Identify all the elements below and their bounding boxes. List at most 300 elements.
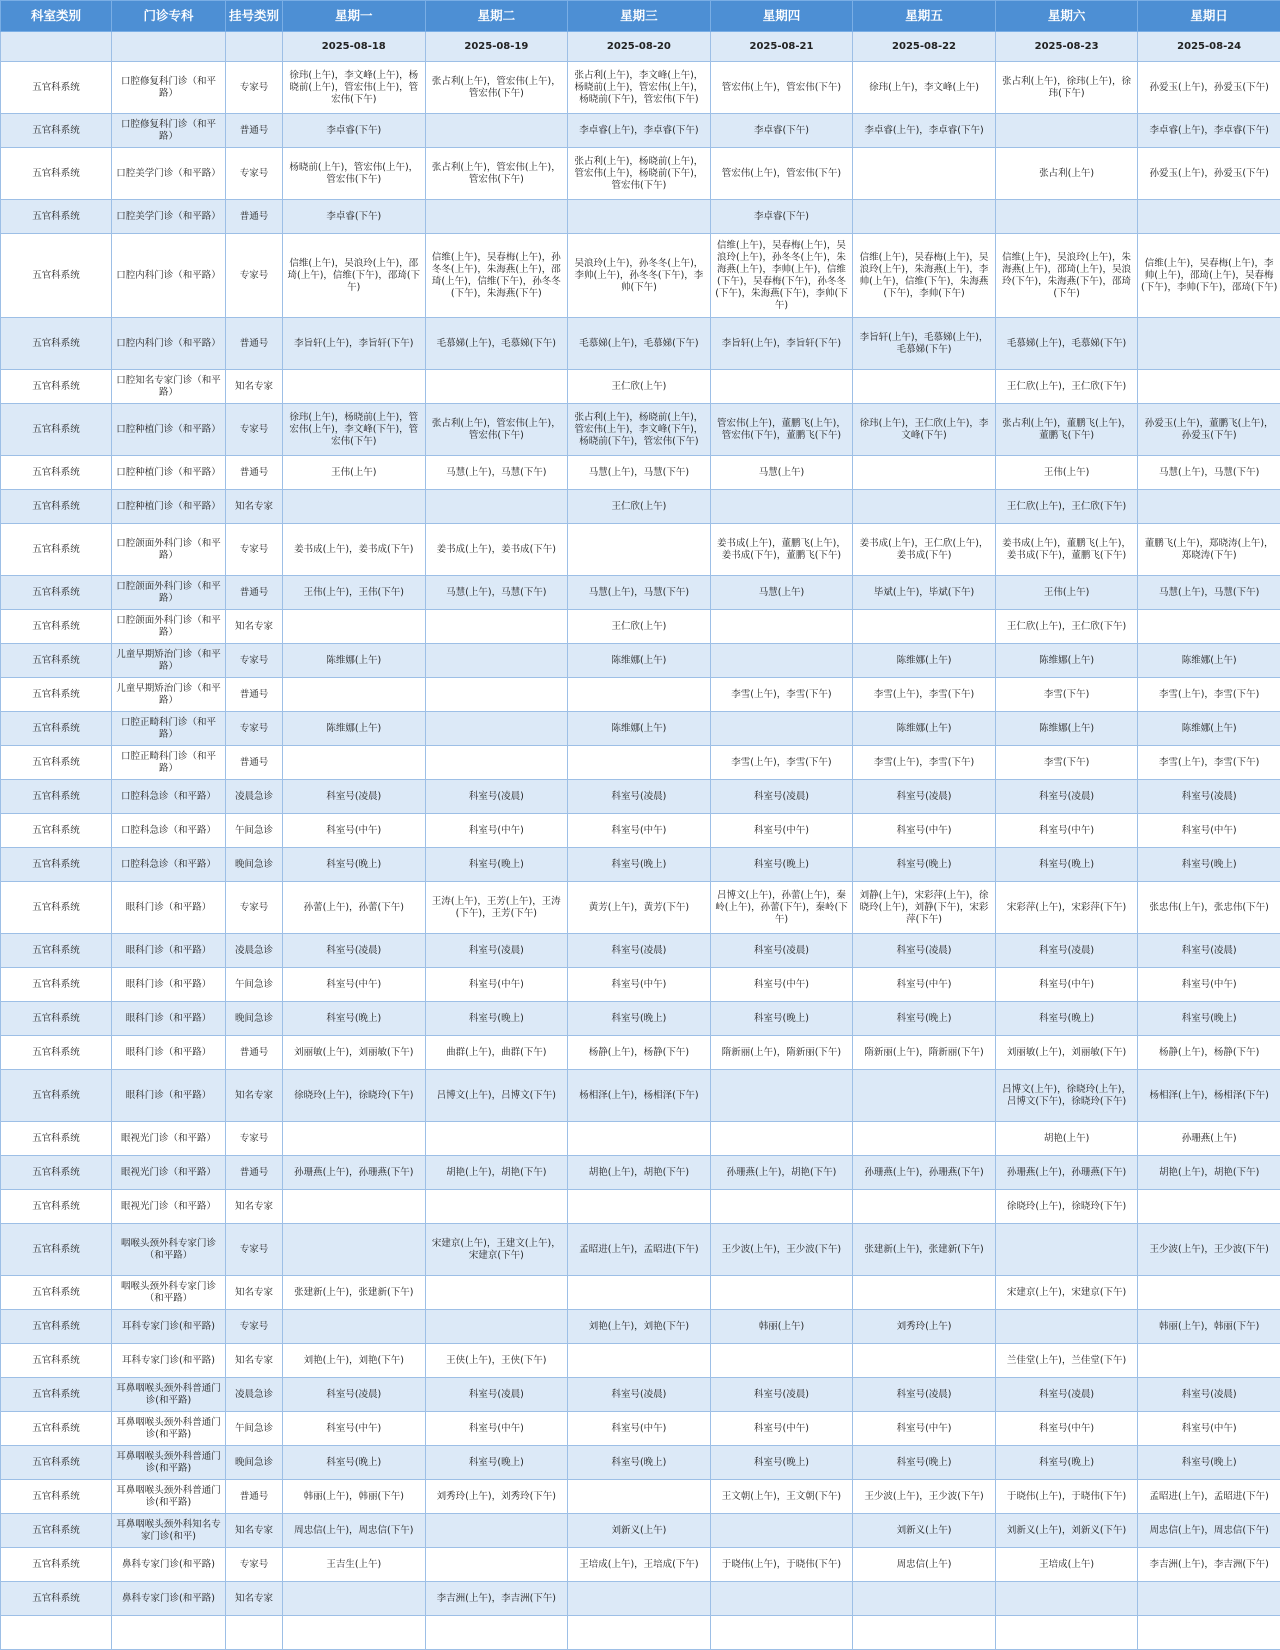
monday-cell [283,1190,426,1224]
table-row [1,524,1280,576]
saturday-cell: 王仁欣(上午)，王仁欣(下午) [995,490,1138,524]
wednesday-cell: 王仁欣(上午) [568,610,711,644]
tuesday-cell [425,1190,568,1224]
tuesday-cell: 张占利(上午)，管宏伟(上午)，管宏伟(下午) [425,62,568,114]
thursday-cell: 管宏伟(上午)，董鹏飞(上午)，管宏伟(下午)，董鹏飞(下午) [710,404,853,456]
clinic-cell: 眼视光门诊（和平路） [112,1156,226,1190]
friday-cell [853,1582,996,1616]
monday-cell: 韩丽(上午)，韩丽(下午) [283,1480,426,1514]
monday-cell: 刘丽敏(上午)，刘丽敏(下午) [283,1036,426,1070]
monday-cell: 信维(上午)，吴浪玲(上午)，邵琦(上午)，信维(下午)，邵琦(下午) [283,234,426,318]
tuesday-cell: 宋建京(上午)，王建文(上午)，宋建京(下午) [425,1224,568,1276]
registration-type-cell: 专家号 [226,1122,283,1156]
thursday-cell: 马慧(上午) [710,576,853,610]
table-row [1,234,1280,318]
dept-category-cell: 五官科系统 [1,1122,112,1156]
sunday-cell: 王少波(上午)，王少波(下午) [1138,1224,1280,1276]
monday-cell [283,1310,426,1344]
friday-cell [853,200,996,234]
registration-type-cell: 专家号 [226,62,283,114]
sunday-cell: 科室号(凌晨) [1138,1378,1280,1412]
table-row [1,1446,1280,1480]
table-row [1,678,1280,712]
saturday-cell: 张占利(上午)，董鹏飞(上午)，董鹏飞(下午) [995,404,1138,456]
friday-cell: 李卓睿(上午)，李卓睿(下午) [853,114,996,148]
dept-category-cell: 五官科系统 [1,524,112,576]
monday-cell: 科室号(晚上) [283,1446,426,1480]
thursday-cell [710,610,853,644]
table-row [1,456,1280,490]
monday-cell: 徐晓玲(上午)，徐晓玲(下午) [283,1070,426,1122]
saturday-cell: 王培成(上午) [995,1548,1138,1582]
table-row [1,370,1280,404]
friday-cell: 科室号(晚上) [853,1446,996,1480]
clinic-cell: 口腔正畸科门诊（和平路） [112,712,226,746]
wednesday-cell: 胡艳(上午)，胡艳(下午) [568,1156,711,1190]
date-cell [1,32,112,62]
blank-cell [1138,1616,1280,1650]
blank-cell [995,1616,1138,1650]
tuesday-cell: 刘秀玲(上午)，刘秀玲(下午) [425,1480,568,1514]
tuesday-cell: 李吉洲(上午)，李吉洲(下午) [425,1582,568,1616]
dept-category-cell: 五官科系统 [1,1310,112,1344]
sunday-cell: 科室号(中午) [1138,968,1280,1002]
header-clinic: 门诊专科 [112,1,226,32]
dept-category-cell: 五官科系统 [1,882,112,934]
friday-cell: 信维(上午)，吴春梅(上午)，吴浪玲(上午)，朱海燕(上午)，李帅(上午)，信维(下午)，朱海燕(下午)，李帅(下午) [853,234,996,318]
table-row [1,1070,1280,1122]
clinic-cell: 口腔科急诊（和平路） [112,814,226,848]
wednesday-cell: 张占利(上午)，杨晓前(上午)，管宏伟(上午)，李文峰(下午)，杨晓前(下午)，管宏伟(下午) [568,404,711,456]
registration-type-cell: 凌晨急诊 [226,780,283,814]
wednesday-cell [568,1480,711,1514]
friday-cell: 科室号(凌晨) [853,934,996,968]
dept-category-cell: 五官科系统 [1,848,112,882]
friday-cell: 科室号(凌晨) [853,780,996,814]
saturday-cell: 于晓伟(上午)，于晓伟(下午) [995,1480,1138,1514]
registration-type-cell: 普通号 [226,1156,283,1190]
thursday-cell: 科室号(中午) [710,1412,853,1446]
friday-cell: 科室号(凌晨) [853,1378,996,1412]
sunday-cell: 胡艳(上午)，胡艳(下午) [1138,1156,1280,1190]
registration-type-cell: 普通号 [226,114,283,148]
tuesday-cell [425,1276,568,1310]
thursday-cell: 科室号(凌晨) [710,1378,853,1412]
saturday-cell: 王仁欣(上午)，王仁欣(下午) [995,370,1138,404]
thursday-cell: 科室号(晚上) [710,1446,853,1480]
monday-cell: 科室号(凌晨) [283,780,426,814]
sunday-cell: 马慧(上午)，马慧(下午) [1138,456,1280,490]
registration-type-cell: 专家号 [226,1224,283,1276]
date-cell: 2025-08-22 [853,32,996,62]
dept-category-cell: 五官科系统 [1,746,112,780]
clinic-cell: 眼视光门诊（和平路） [112,1190,226,1224]
friday-cell: 毕斌(上午)，毕斌(下午) [853,576,996,610]
friday-cell: 王少波(上午)，王少波(下午) [853,1480,996,1514]
table-row [1,148,1280,200]
saturday-cell [995,1224,1138,1276]
wednesday-cell: 科室号(凌晨) [568,934,711,968]
registration-type-cell: 普通号 [226,456,283,490]
dept-category-cell: 五官科系统 [1,148,112,200]
monday-cell: 科室号(凌晨) [283,934,426,968]
table-row [1,814,1280,848]
thursday-cell [710,1514,853,1548]
registration-type-cell: 午间急诊 [226,968,283,1002]
sunday-cell: 信维(上午)，吴春梅(上午)，李帅(上午)，邵琦(上午)，吴春梅(下午)，李帅(下午)，邵琦(下午) [1138,234,1280,318]
friday-cell: 科室号(中午) [853,968,996,1002]
tuesday-cell: 科室号(晚上) [425,848,568,882]
tuesday-cell [425,490,568,524]
sunday-cell: 孙爱玉(上午)，董鹏飞(上午)，孙爱玉(下午) [1138,404,1280,456]
wednesday-cell: 陈维娜(上午) [568,712,711,746]
wednesday-cell: 科室号(晚上) [568,848,711,882]
friday-cell [853,1070,996,1122]
blank-cell [568,1616,711,1650]
saturday-cell [995,1582,1138,1616]
registration-type-cell: 普通号 [226,1480,283,1514]
table-row [1,114,1280,148]
date-cell: 2025-08-24 [1138,32,1280,62]
clinic-cell: 眼科门诊（和平路） [112,1036,226,1070]
clinic-cell: 口腔内科门诊（和平路） [112,234,226,318]
thursday-cell: 科室号(中午) [710,968,853,1002]
sunday-cell [1138,370,1280,404]
table-row [1,1378,1280,1412]
monday-cell: 孙蕾(上午)，孙蕾(下午) [283,882,426,934]
tuesday-cell [425,1310,568,1344]
clinic-cell: 耳鼻咽喉头颈外科普通门诊(和平路) [112,1480,226,1514]
wednesday-cell: 杨静(上午)，杨静(下午) [568,1036,711,1070]
thursday-cell [710,1582,853,1616]
thursday-cell: 科室号(晚上) [710,1002,853,1036]
saturday-cell: 王仁欣(上午)，王仁欣(下午) [995,610,1138,644]
clinic-cell: 口腔颌面外科门诊（和平路） [112,610,226,644]
monday-cell [283,490,426,524]
tuesday-cell: 科室号(凌晨) [425,934,568,968]
tuesday-cell [425,114,568,148]
table-row [1,882,1280,934]
wednesday-cell [568,1190,711,1224]
wednesday-cell: 黄芳(上午)，黄芳(下午) [568,882,711,934]
tuesday-cell [425,1548,568,1582]
sunday-cell: 科室号(中午) [1138,814,1280,848]
tuesday-cell [425,1514,568,1548]
registration-type-cell: 普通号 [226,200,283,234]
sunday-cell: 科室号(凌晨) [1138,934,1280,968]
monday-cell [283,746,426,780]
table-row [1,1548,1280,1582]
monday-cell: 科室号(中午) [283,968,426,1002]
clinic-cell: 眼科门诊（和平路） [112,882,226,934]
header-wednesday: 星期三 [568,1,711,32]
table-row [1,1036,1280,1070]
date-cell [226,32,283,62]
monday-cell: 周忠信(上午)，周忠信(下午) [283,1514,426,1548]
monday-cell: 刘艳(上午)，刘艳(下午) [283,1344,426,1378]
registration-type-cell: 普通号 [226,1036,283,1070]
friday-cell [853,1122,996,1156]
friday-cell [853,370,996,404]
saturday-cell: 科室号(晚上) [995,1446,1138,1480]
clinic-cell: 口腔正畸科门诊（和平路） [112,746,226,780]
table-row [1,404,1280,456]
saturday-cell: 宋彩萍(上午)，宋彩萍(下午) [995,882,1138,934]
thursday-cell [710,1122,853,1156]
saturday-cell: 科室号(凌晨) [995,780,1138,814]
table-row [1,1582,1280,1616]
registration-type-cell: 知名专家 [226,1582,283,1616]
saturday-cell: 科室号(晚上) [995,1002,1138,1036]
clinic-cell: 口腔知名专家门诊（和平路） [112,370,226,404]
clinic-cell: 儿童早期矫治门诊（和平路） [112,678,226,712]
table-row [1,490,1280,524]
saturday-cell: 王伟(上午) [995,576,1138,610]
table-row [1,1156,1280,1190]
thursday-cell: 姜书成(上午)，董鹏飞(上午)，姜书成(下午)，董鹏飞(下午) [710,524,853,576]
friday-cell: 徐玮(上午)，李文峰(上午) [853,62,996,114]
registration-type-cell: 专家号 [226,524,283,576]
wednesday-cell [568,1344,711,1378]
table-row [1,318,1280,370]
clinic-cell: 眼视光门诊（和平路） [112,1122,226,1156]
clinic-cell: 咽喉头颈外科专家门诊（和平路） [112,1276,226,1310]
dept-category-cell: 五官科系统 [1,1480,112,1514]
saturday-cell: 张占利(上午)，徐玮(上午)，徐玮(下午) [995,62,1138,114]
wednesday-cell: 马慧(上午)，马慧(下午) [568,576,711,610]
clinic-cell: 耳科专家门诊(和平路) [112,1344,226,1378]
blank-cell [710,1616,853,1650]
wednesday-cell: 毛慕娣(上午)，毛慕娣(下午) [568,318,711,370]
tuesday-cell: 科室号(中午) [425,1412,568,1446]
monday-cell: 李旨轩(上午)，李旨轩(下午) [283,318,426,370]
friday-cell: 周忠信(上午) [853,1548,996,1582]
blank-cell [283,1616,426,1650]
sunday-cell: 张忠伟(上午)，张忠伟(下午) [1138,882,1280,934]
tuesday-cell: 科室号(中午) [425,968,568,1002]
dept-category-cell: 五官科系统 [1,234,112,318]
clinic-cell: 口腔修复科门诊（和平路） [112,62,226,114]
thursday-cell: 李雪(上午)，李雪(下午) [710,746,853,780]
monday-cell: 陈维娜(上午) [283,644,426,678]
dept-category-cell: 五官科系统 [1,610,112,644]
friday-cell: 刘静(上午)，宋彩萍(上午)，徐晓玲(上午)，刘静(下午)，宋彩萍(下午) [853,882,996,934]
saturday-cell: 王伟(上午) [995,456,1138,490]
thursday-cell: 隋新丽(上午)，隋新丽(下午) [710,1036,853,1070]
tuesday-cell: 科室号(凌晨) [425,780,568,814]
wednesday-cell: 科室号(晚上) [568,1002,711,1036]
thursday-cell [710,712,853,746]
dept-category-cell: 五官科系统 [1,1548,112,1582]
registration-type-cell: 午间急诊 [226,1412,283,1446]
clinic-cell: 口腔颌面外科门诊（和平路） [112,576,226,610]
tuesday-cell [425,370,568,404]
dept-category-cell: 五官科系统 [1,780,112,814]
monday-cell [283,678,426,712]
tuesday-cell: 胡艳(上午)，胡艳(下午) [425,1156,568,1190]
clinic-cell: 口腔美学门诊（和平路） [112,148,226,200]
wednesday-cell: 刘新义(上午) [568,1514,711,1548]
registration-type-cell: 知名专家 [226,370,283,404]
thursday-cell: 韩丽(上午) [710,1310,853,1344]
monday-cell: 李卓睿(下午) [283,114,426,148]
thursday-cell [710,490,853,524]
table-row [1,576,1280,610]
sunday-cell: 孙珊燕(上午) [1138,1122,1280,1156]
table-row [1,1190,1280,1224]
dept-category-cell: 五官科系统 [1,1344,112,1378]
dept-category-cell: 五官科系统 [1,1446,112,1480]
wednesday-cell: 王仁欣(上午) [568,370,711,404]
monday-cell [283,370,426,404]
dept-category-cell: 五官科系统 [1,1156,112,1190]
sunday-cell: 杨相泽(上午)，杨相泽(下午) [1138,1070,1280,1122]
registration-type-cell: 知名专家 [226,1190,283,1224]
dept-category-cell: 五官科系统 [1,1036,112,1070]
sunday-cell: 周忠信(上午)，周忠信(下午) [1138,1514,1280,1548]
sunday-cell: 科室号(晚上) [1138,1002,1280,1036]
tuesday-cell: 曲群(上午)，曲群(下午) [425,1036,568,1070]
table-row [1,934,1280,968]
monday-cell: 科室号(中午) [283,1412,426,1446]
dept-category-cell: 五官科系统 [1,114,112,148]
sunday-cell: 杨静(上午)，杨静(下午) [1138,1036,1280,1070]
tuesday-cell: 毛慕娣(上午)，毛慕娣(下午) [425,318,568,370]
wednesday-cell: 王仁欣(上午) [568,490,711,524]
dept-category-cell: 五官科系统 [1,712,112,746]
header-dept-category: 科室类别 [1,1,112,32]
blank-cell [112,1616,226,1650]
monday-cell: 科室号(晚上) [283,848,426,882]
dept-category-cell: 五官科系统 [1,200,112,234]
dept-category-cell: 五官科系统 [1,1412,112,1446]
clinic-cell: 咽喉头颈外科专家门诊（和平路） [112,1224,226,1276]
thursday-cell [710,1276,853,1310]
sunday-cell [1138,1276,1280,1310]
tuesday-cell: 王涛(上午)，王芳(上午)，王涛(下午)，王芳(下午) [425,882,568,934]
wednesday-cell: 杨相泽(上午)，杨相泽(下午) [568,1070,711,1122]
wednesday-cell: 孟昭进(上午)，孟昭进(下午) [568,1224,711,1276]
friday-cell: 李旨轩(上午)，毛慕娣(上午)，毛慕娣(下午) [853,318,996,370]
wednesday-cell: 科室号(晚上) [568,1446,711,1480]
wednesday-cell [568,1276,711,1310]
clinic-cell: 口腔科急诊（和平路） [112,780,226,814]
saturday-cell: 科室号(中午) [995,814,1138,848]
tuesday-cell: 马慧(上午)，马慧(下午) [425,456,568,490]
date-cell: 2025-08-21 [710,32,853,62]
thursday-cell: 吕博文(上午)，孙蕾(上午)，秦岭(上午)，孙蕾(下午)，秦岭(下午) [710,882,853,934]
tuesday-cell [425,200,568,234]
wednesday-cell: 刘艳(上午)，刘艳(下午) [568,1310,711,1344]
thursday-cell: 王少波(上午)，王少波(下午) [710,1224,853,1276]
clinic-cell: 眼科门诊（和平路） [112,934,226,968]
table-row [1,62,1280,114]
saturday-cell [995,114,1138,148]
date-cell: 2025-08-23 [995,32,1138,62]
sunday-cell [1138,200,1280,234]
friday-cell: 科室号(中午) [853,814,996,848]
tuesday-cell: 科室号(中午) [425,814,568,848]
friday-cell [853,1344,996,1378]
clinic-cell: 鼻科专家门诊(和平路) [112,1582,226,1616]
dept-category-cell: 五官科系统 [1,62,112,114]
friday-cell: 隋新丽(上午)，隋新丽(下午) [853,1036,996,1070]
tuesday-cell [425,610,568,644]
clinic-cell: 耳科专家门诊(和平路) [112,1310,226,1344]
monday-cell: 科室号(中午) [283,814,426,848]
friday-cell: 张建新(上午)，张建新(下午) [853,1224,996,1276]
wednesday-cell [568,200,711,234]
sunday-cell [1138,1344,1280,1378]
table-row [1,1480,1280,1514]
friday-cell: 孙珊燕(上午)，孙珊燕(下午) [853,1156,996,1190]
saturday-cell: 刘新义(上午)，刘新义(下午) [995,1514,1138,1548]
clinic-cell: 眼科门诊（和平路） [112,968,226,1002]
thursday-cell: 李雪(上午)，李雪(下午) [710,678,853,712]
friday-cell: 刘新义(上午) [853,1514,996,1548]
sunday-cell: 李卓睿(上午)，李卓睿(下午) [1138,114,1280,148]
registration-type-cell: 知名专家 [226,1514,283,1548]
monday-cell [283,1224,426,1276]
clinic-cell: 口腔修复科门诊（和平路） [112,114,226,148]
monday-cell [283,610,426,644]
friday-cell [853,1190,996,1224]
dept-category-cell: 五官科系统 [1,1276,112,1310]
saturday-cell: 陈维娜(上午) [995,712,1138,746]
table-row [1,610,1280,644]
friday-cell [853,1276,996,1310]
sunday-cell [1138,1190,1280,1224]
sunday-cell: 科室号(中午) [1138,1412,1280,1446]
monday-cell: 王吉生(上午) [283,1548,426,1582]
blank-cell [425,1616,568,1650]
table-row [1,746,1280,780]
dept-category-cell: 五官科系统 [1,678,112,712]
header-row [1,1,1280,32]
table-row [1,1412,1280,1446]
blank-cell [226,1616,283,1650]
saturday-cell: 徐晓玲(上午)，徐晓玲(下午) [995,1190,1138,1224]
clinic-cell: 耳鼻咽喉头颈外科普通门诊(和平路) [112,1412,226,1446]
tuesday-cell: 王侠(上午)，王侠(下午) [425,1344,568,1378]
tuesday-cell [425,644,568,678]
sunday-cell [1138,490,1280,524]
registration-type-cell: 普通号 [226,318,283,370]
table-row [1,644,1280,678]
blank-row [1,1616,1280,1650]
tuesday-cell [425,712,568,746]
tuesday-cell [425,746,568,780]
wednesday-cell: 王培成(上午)，王培成(下午) [568,1548,711,1582]
wednesday-cell: 科室号(中午) [568,968,711,1002]
saturday-cell: 胡艳(上午) [995,1122,1138,1156]
wednesday-cell: 科室号(中午) [568,814,711,848]
saturday-cell: 李雪(下午) [995,678,1138,712]
saturday-cell: 毛慕娣(上午)，毛慕娣(下午) [995,318,1138,370]
friday-cell: 陈维娜(上午) [853,644,996,678]
clinic-cell: 口腔颌面外科门诊（和平路） [112,524,226,576]
friday-cell: 刘秀玲(上午) [853,1310,996,1344]
clinic-cell: 口腔内科门诊（和平路） [112,318,226,370]
thursday-cell: 科室号(凌晨) [710,934,853,968]
thursday-cell: 科室号(晚上) [710,848,853,882]
clinic-cell: 耳鼻咽喉头颈外科普通门诊(和平路) [112,1446,226,1480]
blank-cell [1,1616,112,1650]
monday-cell: 张建新(上午)，张建新(下午) [283,1276,426,1310]
registration-type-cell: 普通号 [226,678,283,712]
sunday-cell: 马慧(上午)，马慧(下午) [1138,576,1280,610]
tuesday-cell: 信维(上午)，吴春梅(上午)，孙冬冬(上午)，朱海燕(上午)，邵琦(上午)，信维(下午)，孙冬冬(下午)，朱海燕(下午) [425,234,568,318]
